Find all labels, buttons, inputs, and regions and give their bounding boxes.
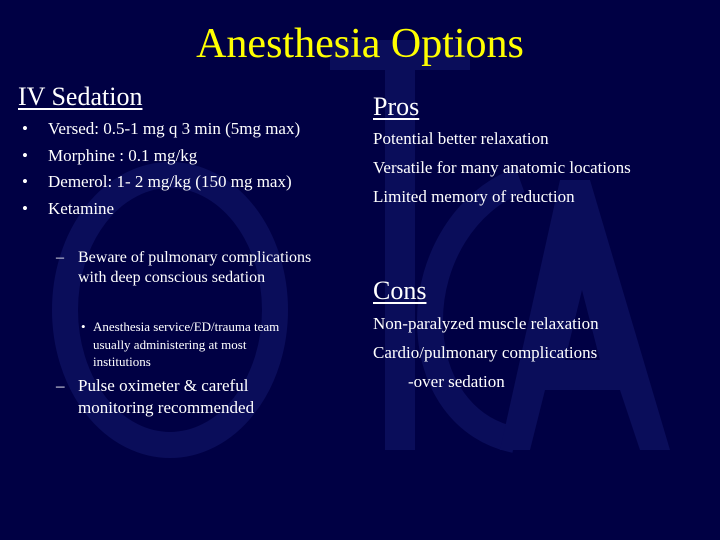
medication-item-versed: • Versed: 0.5-1 mg q 3 min (5mg max) xyxy=(22,116,300,143)
cons-item: Non-paralyzed muscle relaxation xyxy=(373,314,599,333)
monitoring-line-1: Pulse oximeter & careful xyxy=(78,376,249,395)
pros-item: Limited memory of reduction xyxy=(373,187,575,206)
sub-bullet-marker: • xyxy=(81,319,86,334)
pros-item: Versatile for many anatomic locations xyxy=(373,158,631,177)
dash-marker: – xyxy=(56,249,64,266)
iv-sedation-heading: IV Sedation xyxy=(18,82,143,111)
service-line-1: Anesthesia service/ED/trauma team xyxy=(93,319,280,334)
service-line-3: institutions xyxy=(93,354,151,369)
medication-item-ketamine: • Ketamine xyxy=(22,196,300,223)
pros-heading: Pros xyxy=(373,92,420,121)
warning-line-1: Beware of pulmonary complications xyxy=(78,249,312,266)
pros-list xyxy=(373,124,631,211)
slide-title: Anesthesia Options xyxy=(196,21,524,67)
pros-item: Potential better relaxation xyxy=(373,129,549,148)
monitoring-note xyxy=(56,375,356,419)
cons-heading: Cons xyxy=(373,276,427,305)
medication-item-morphine: • Morphine : 0.1 mg/kg xyxy=(22,143,300,170)
anesthesia-service-note xyxy=(81,318,353,371)
warning-pulmonary-note xyxy=(56,248,356,288)
service-line-2: usually administering at most xyxy=(93,336,247,352)
cons-list xyxy=(373,309,599,396)
cons-item: -over sedation xyxy=(408,372,505,391)
dash-marker: – xyxy=(56,376,65,395)
medication-list xyxy=(22,116,300,222)
cons-item: Cardio/pulmonary complications xyxy=(373,343,598,362)
warning-line-2: with deep conscious sedation xyxy=(78,269,266,286)
monitoring-line-2: monitoring recommended xyxy=(78,398,255,417)
medication-item-demerol: • Demerol: 1- 2 mg/kg (150 mg max) xyxy=(22,169,300,196)
